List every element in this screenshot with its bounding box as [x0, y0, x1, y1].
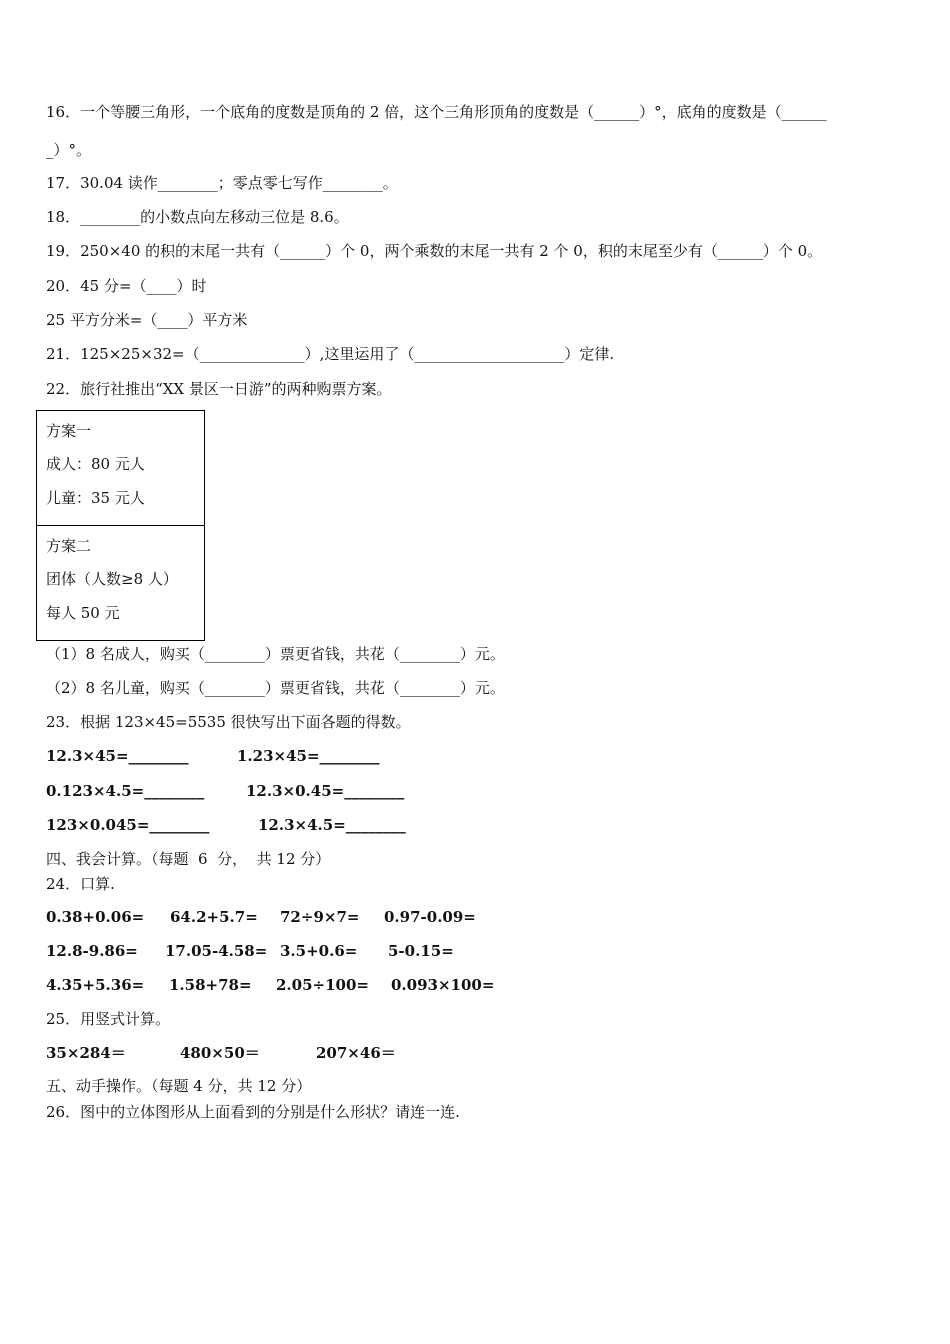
q24-item: 0.093×100=	[391, 976, 495, 994]
q16-line-1: 16．一个等腰三角形，一个底角的度数是顶角的 2 倍，这个三角形顶角的度数是（______）°，底角的度数是（______	[46, 103, 827, 121]
q23-item: 1.23×45=________	[237, 747, 380, 765]
q20-line-1: 20．45 分=（____）时	[46, 277, 207, 295]
q23-item: 12.3×45=________	[46, 747, 189, 765]
plan-two-group-rule: 团体（人数≥8 人）	[46, 570, 178, 588]
q25-item: 207×46＝	[316, 1044, 396, 1062]
q24-title: 24．口算.	[46, 875, 115, 893]
q24-item: 0.97-0.09=	[384, 908, 476, 926]
q23-item: 0.123×4.5=________	[46, 782, 205, 800]
q26-text: 26．图中的立体图形从上面看到的分别是什么形状？请连一连.	[46, 1103, 460, 1121]
q24-item: 17.05-4.58=	[165, 942, 268, 960]
q17-text: 17．30.04 读作________；零点零七写作________。	[46, 174, 398, 192]
plan-two-name: 方案二	[46, 537, 92, 555]
q23-item: 123×0.045=________	[46, 816, 210, 834]
q24-item: 3.5+0.6=	[280, 942, 358, 960]
q22-sub-1: （1）8 名成人，购买（________）票更省钱，共花（________）元。	[46, 645, 505, 663]
plan-two-price: 每人 50 元	[46, 604, 120, 622]
q25-item: 480×50＝	[180, 1044, 260, 1062]
q24-item: 72÷9×7=	[280, 908, 360, 926]
section-four-heading: 四、我会计算。（每题 6 分， 共 12 分）	[46, 850, 331, 868]
q25-title: 25．用竖式计算。	[46, 1010, 171, 1028]
q23-item: 12.3×0.45=________	[246, 782, 405, 800]
q19-text: 19．250×40 的积的末尾一共有（______）个 0，两个乘数的末尾一共有 2 个 0，积的末尾至少有（______）个 0。	[46, 242, 823, 260]
section-five-heading: 五、动手操作。（每题 4 分，共 12 分）	[46, 1077, 312, 1095]
plan-one-child-price: 儿童：35 元人	[46, 489, 145, 507]
plan-one-adult-price: 成人：80 元人	[46, 455, 145, 473]
q24-item: 0.38+0.06=	[46, 908, 145, 926]
q24-item: 12.8-9.86=	[46, 942, 138, 960]
q20-line-2: 25 平方分米=（____）平方米	[46, 311, 248, 329]
q24-item: 64.2+5.7=	[170, 908, 258, 926]
q22-title: 22．旅行社推出“XX 景区一日游”的两种购票方案。	[46, 380, 392, 398]
q23-title: 23．根据 123×45=5535 很快写出下面各题的得数。	[46, 713, 411, 731]
plan-one-name: 方案一	[46, 422, 92, 440]
q24-item: 1.58+78=	[169, 976, 252, 994]
q21-text: 21．125×25×32=（______________）,这里运用了（____________________）定律.	[46, 345, 615, 363]
q23-item: 12.3×4.5=________	[258, 816, 406, 834]
plan-two-box	[36, 525, 205, 641]
q22-sub-2: （2）8 名儿童，购买（________）票更省钱，共花（________）元。	[46, 679, 505, 697]
q25-item: 35×284＝	[46, 1044, 126, 1062]
q24-item: 2.05÷100=	[276, 976, 369, 994]
q16-line-2: _）°。	[46, 141, 92, 159]
q24-item: 4.35+5.36=	[46, 976, 145, 994]
q18-text: 18．________的小数点向左移动三位是 8.6。	[46, 208, 349, 226]
plan-one-box	[36, 410, 205, 526]
q24-item: 5-0.15=	[388, 942, 454, 960]
